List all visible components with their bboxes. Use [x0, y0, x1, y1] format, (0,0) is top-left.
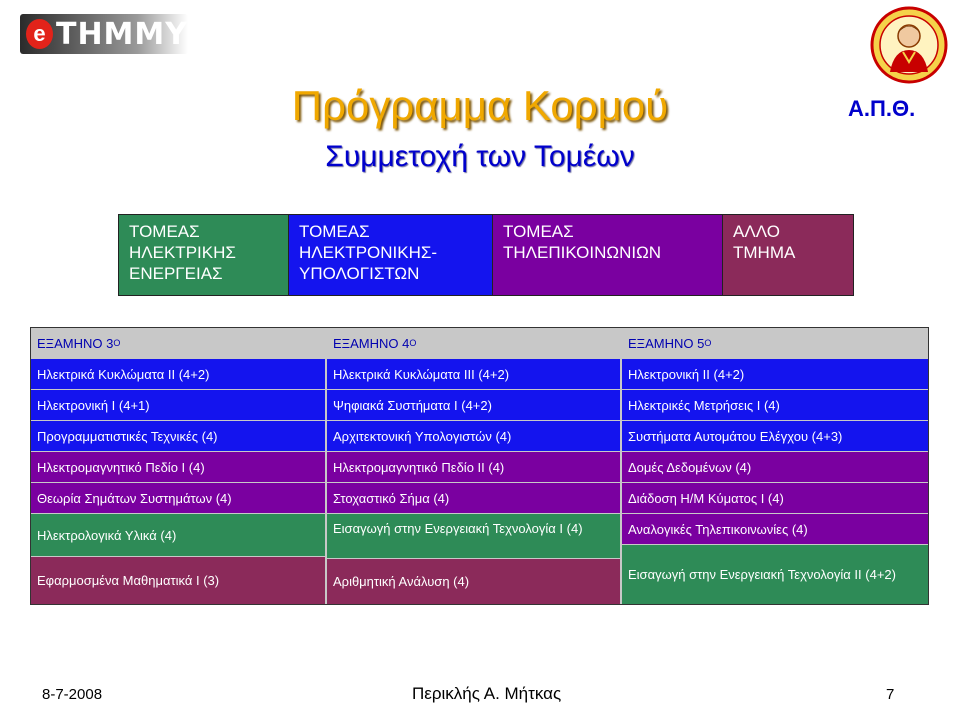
course-cell: Αναλογικές Τηλεπικοινωνίες (4) — [622, 514, 928, 544]
semester-4-header: ΕΞΑΜΗΝΟ 4 Ο — [327, 328, 620, 358]
institution-label: Α.Π.Θ. — [848, 96, 916, 121]
logo-text: THMMY — [55, 16, 188, 52]
page-subtitle: Συμμετοχή των Τομέων — [325, 140, 635, 173]
dept-electronics-computers: ΤΟΜΕΑΣ ΗΛΕΚΤΡΟΝΙΚΗΣ- ΥΠΟΛΟΓΙΣΤΩΝ — [289, 215, 493, 295]
course-cell: Εισαγωγή στην Ενεργειακή Τεχνολογία ΙΙ (4+2) — [622, 545, 928, 604]
semester-table — [30, 327, 929, 605]
footer-date: 8-7-2008 — [42, 686, 103, 703]
course-cell: Συστήματα Αυτομάτου Ελέγχου (4+3) — [622, 421, 928, 451]
ethmmy-logo — [20, 14, 188, 54]
logo-badge: e — [26, 19, 53, 49]
footer-author: Περικλής Α. Μήτκας — [412, 684, 562, 703]
course-cell: Ηλεκτρικές Μετρήσεις Ι (4) — [622, 390, 928, 420]
university-seal-icon — [870, 6, 948, 84]
course-cell: Προγραμματιστικές Τεχνικές (4) — [31, 421, 325, 451]
course-cell: Εφαρμοσμένα Μαθηματικά Ι (3) — [31, 557, 325, 604]
course-cell: Δομές Δεδομένων (4) — [622, 452, 928, 482]
dept-telecommunications: ΤΟΜΕΑΣ ΤΗΛΕΠΙΚΟΙΝΩΝΙΩΝ — [493, 215, 723, 295]
course-cell: Ηλεκτρολογικά Υλικά (4) — [31, 514, 325, 556]
course-cell: Ηλεκτρονική Ι (4+1) — [31, 390, 325, 420]
course-cell: Αριθμητική Ανάλυση (4) — [327, 559, 620, 604]
department-legend — [118, 214, 854, 296]
course-cell: Ηλεκτρικά Κυκλώματα ΙΙΙ (4+2) — [327, 359, 620, 389]
dept-electrical-energy: ΤΟΜΕΑΣ ΗΛΕΚΤΡΙΚΗΣ ΕΝΕΡΓΕΙΑΣ — [119, 215, 289, 295]
course-cell: Ηλεκτρικά Κυκλώματα ΙΙ (4+2) — [31, 359, 325, 389]
page-title: Πρόγραμμα Κορμού — [291, 82, 669, 129]
course-cell: Ηλεκτρονική ΙΙ (4+2) — [622, 359, 928, 389]
course-cell: Θεωρία Σημάτων Συστημάτων (4) — [31, 483, 325, 513]
course-cell: Στοχαστικό Σήμα (4) — [327, 483, 620, 513]
course-cell: Εισαγωγή στην Ενεργειακή Τεχνολογία Ι (4) — [327, 514, 620, 558]
course-cell: Ηλεκτρομαγνητικό Πεδίο ΙΙ (4) — [327, 452, 620, 482]
course-cell: Ψηφιακά Συστήματα Ι (4+2) — [327, 390, 620, 420]
semester-3-header: ΕΞΑΜΗΝΟ 3 Ο — [31, 328, 325, 358]
course-cell: Αρχιτεκτονική Υπολογιστών (4) — [327, 421, 620, 451]
semester-5-header: ΕΞΑΜΗΝΟ 5 Ο — [622, 328, 928, 358]
dept-other: ΑΛΛΟ ΤΜΗΜΑ — [723, 215, 853, 295]
course-cell: Διάδοση Η/Μ Κύματος Ι (4) — [622, 483, 928, 513]
page-number: 7 — [886, 686, 895, 703]
course-cell: Ηλεκτρομαγνητικό Πεδίο Ι (4) — [31, 452, 325, 482]
